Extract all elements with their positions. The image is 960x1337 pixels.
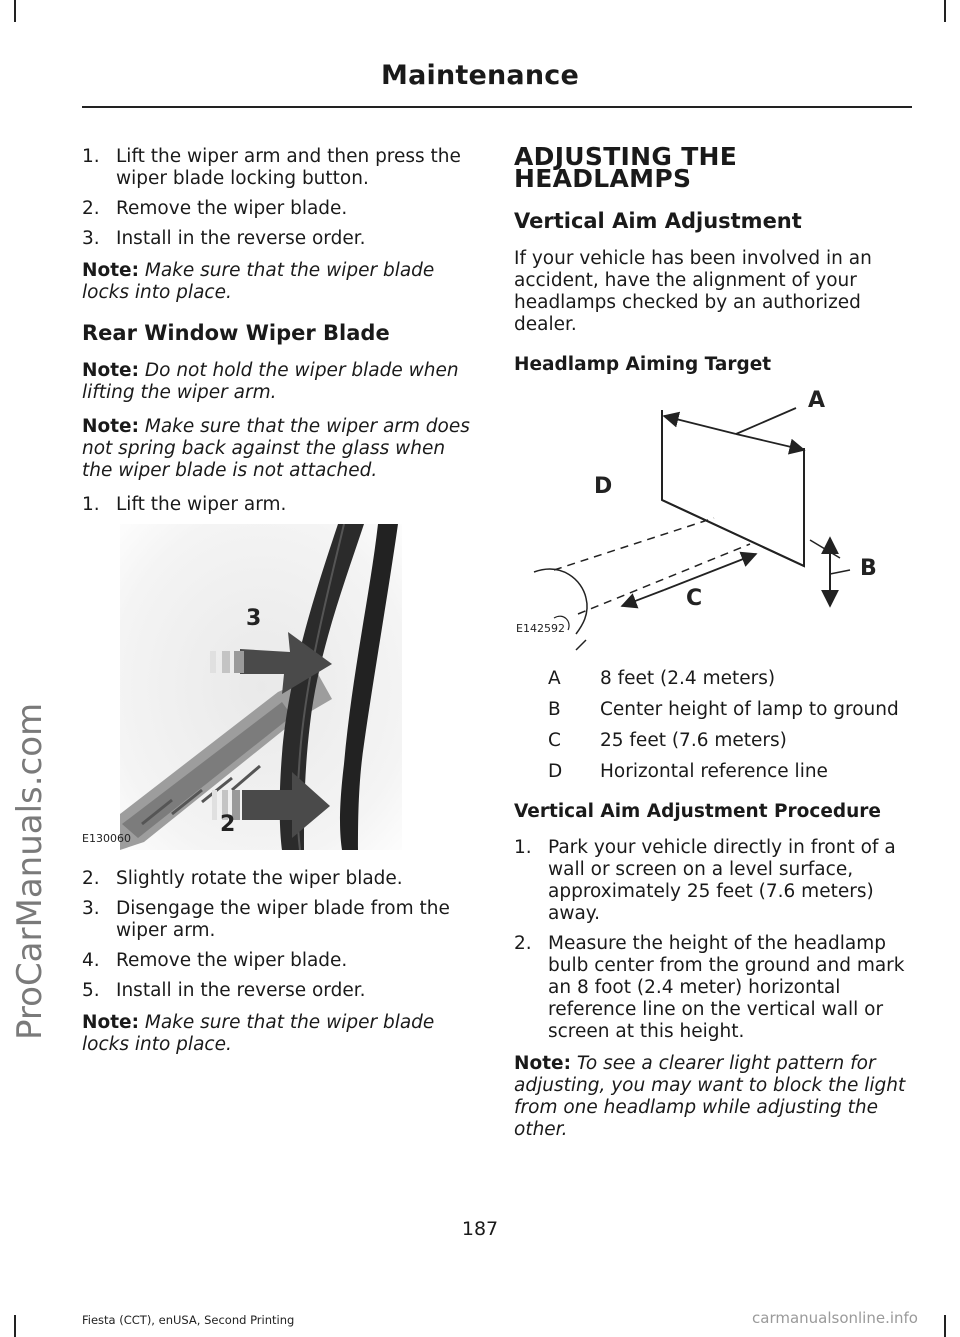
right-column [514, 142, 914, 1153]
section-heading: Rear Window Wiper Blade [82, 321, 390, 345]
figure-legend [514, 668, 914, 783]
wiper-illustration [82, 524, 402, 850]
side-watermark: ProCarManuals.com [10, 702, 50, 1040]
legend-row: A 8 feet (2.4 meters) [548, 668, 776, 689]
figure-code: E142592 [516, 622, 565, 635]
crop-mark [14, 0, 16, 22]
callout-2: 2 [220, 812, 236, 837]
note: Note: To see a clearer light pattern for adjusting, you may want to block the light from one headlamp while adjusting the other. [514, 1053, 906, 1140]
list-item: 4. Remove the wiper blade. [82, 950, 348, 971]
crop-mark [14, 1315, 16, 1337]
wiper-removal-figure [82, 524, 402, 850]
label-c: C [686, 586, 703, 611]
subsection-heading: Vertical Aim Adjustment [514, 209, 802, 233]
list-item: 2. Slightly rotate the wiper blade. [82, 868, 403, 889]
note: Note: Make sure that the wiper blade locks into place. [82, 1012, 435, 1055]
headlamp-aiming-figure [514, 390, 914, 660]
page-title: Maintenance [381, 60, 579, 91]
label-d: D [594, 474, 613, 499]
headlamp-target-diagram [514, 390, 914, 660]
legend-row: C 25 feet (7.6 meters) [548, 730, 787, 751]
list-item: 1. Park your vehicle directly in front of a wall or screen on a level surface, approximately 25 feet (7.6 meters) away. [514, 837, 896, 924]
crop-mark [944, 1315, 946, 1337]
note: Note: Make sure that the wiper arm does not spring back against the glass when the wiper blade is not attached. [82, 416, 470, 481]
list-item: 2. Measure the height of the headlamp bulb center from the ground and mark an 8 foot (2.4 meter) horizontal reference line on the vertical wall or screen at this height. [514, 933, 905, 1042]
label-a: A [808, 388, 826, 413]
figure-code: E130060 [82, 832, 131, 845]
callout-3: 3 [246, 606, 262, 631]
list-item: 1. Lift the wiper arm and then press the wiper blade locking button. [82, 146, 461, 189]
subsection-heading: Vertical Aim Adjustment Procedure [514, 801, 881, 822]
list-item: 5. Install in the reverse order. [82, 980, 366, 1001]
footer-text: Fiesta (CCT), enUSA, Second Printing [82, 1313, 295, 1327]
page-number: 187 [461, 1218, 499, 1240]
list-item: 1. Lift the wiper arm. [82, 494, 287, 515]
list-item: 3. Disengage the wiper blade from the wiper arm. [82, 898, 450, 941]
legend-row: B Center height of lamp to ground [548, 699, 899, 720]
paragraph: If your vehicle has been involved in an accident, have the alignment of your headlamps checked by an authorized dealer. [514, 248, 872, 335]
crop-mark [944, 0, 946, 22]
note: Note: Do not hold the wiper blade when lifting the wiper arm. [82, 360, 459, 403]
left-column [82, 146, 480, 1068]
figure-heading: Headlamp Aiming Target [514, 354, 772, 375]
legend-row: D Horizontal reference line [548, 761, 828, 782]
note: Note: Make sure that the wiper blade locks into place. [82, 260, 435, 303]
list-item: 3. Install in the reverse order. [82, 228, 366, 249]
label-b: B [860, 556, 877, 581]
section-heading: ADJUSTING THE HEADLAMPS [514, 142, 738, 193]
footer-watermark: carmanualsonline.info [752, 1309, 918, 1327]
list-item: 2. Remove the wiper blade. [82, 198, 348, 219]
header-divider [82, 106, 912, 108]
